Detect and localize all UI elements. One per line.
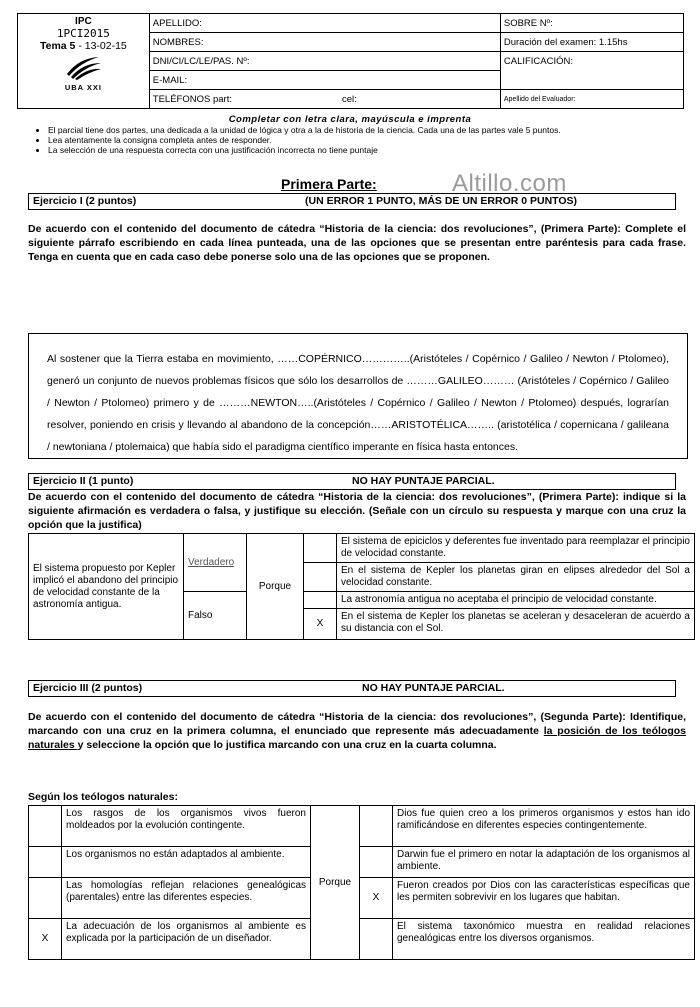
cel-label: cel: (341, 93, 357, 105)
ex3-right-option: El sistema taxonómico muestra en realidad relaciones genealógicas entre los diversos organismos. (393, 919, 695, 960)
uba-logo-icon (63, 54, 103, 80)
field-email[interactable]: E-MAIL: (149, 71, 500, 90)
ex2-label: Ejercicio II (1 punto) (33, 475, 134, 487)
institution: IPC (75, 16, 92, 27)
field-dni[interactable]: DNI/CI/LC/LE/PAS. Nº: (149, 52, 500, 71)
ex2-mark[interactable] (304, 563, 337, 592)
ex2-mark[interactable] (304, 534, 337, 563)
ex3-table (28, 805, 695, 960)
ex2-true-option[interactable]: Verdadero (184, 534, 247, 592)
ex2-statement: El sistema propuesto por Kepler implicó el abandono del principio de velocidad constante de la astronomía antigua. (29, 534, 184, 640)
ex3-prompt-a: De acuerdo con el contenido del documento de cátedra “Historia de la ciencia: dos revoluciones”, (Segunda Parte): Identifique, marcando con una cruz en la primera columna, el enunciado que represente más adecuadamente (28, 711, 686, 737)
ex2-option: La astronomía antigua no aceptaba el principio de velocidad constante. (337, 592, 695, 609)
ex3-right-mark[interactable] (360, 806, 393, 847)
ex3-subtitle: Según los teólogos naturales: (28, 791, 178, 803)
logo-text: UBA XXI (64, 83, 102, 92)
field-apellido[interactable]: APELLIDO: (149, 14, 500, 33)
ex1-answer-text[interactable]: Al sostener que la Tierra estaba en movimiento, ……COPÉRNICO…………..(Aristóteles / Copérnico / Galileo / Newton / Ptolomeo), generó un conjunto de nuevos problemas físicos que sólo los desarrollos de ………GALILEO……… (Aristóteles / Copérnico / Galileo / Newton / Ptolomeo) primero y de ………NEWTON…..(Aristóteles / Copérnico / Galileo / Newton / Ptolomeo) después, lograrían resolver, poniendo en crisis y llevando al abandono de la concepción……ARISTOTÉLICA…….. (aristotélica / copernicana / galileana / newtoniana / ptolemaica) que había sido el paradigma científico imperante en física hasta entonces. (47, 353, 669, 453)
header-id-cell (18, 14, 150, 109)
ex3-right-mark[interactable]: X (360, 878, 393, 919)
field-calificacion[interactable]: CALIFICACIÓN: (500, 52, 683, 90)
ex3-prompt-b: y seleccione la opción que lo justifica marcando con una cruz en la cuarta columna. (77, 739, 497, 751)
watermark: Altillo.com (452, 170, 567, 197)
field-evaluador[interactable]: Apellido del Evaluador: (500, 90, 683, 109)
instruction-item: • El parcial tiene dos partes, una dedicada a la unidad de lógica y otra a la de historia de la ciencia. Cada una de las partes vale 5 puntos. (48, 125, 678, 135)
ex3-left-option: Los organismos no están adaptados al ambiente. (62, 847, 311, 878)
ex2-false-option[interactable]: Falso (184, 592, 247, 640)
ex1-label: Ejercicio I (2 puntos) (33, 195, 137, 207)
ex1-bar (28, 193, 676, 210)
ex3-left-option: Las homologías reflejan relaciones genealógicas (parentales) entre las diferentes especies. (62, 878, 311, 919)
ex3-left-mark[interactable]: X (29, 919, 62, 960)
exam-code: 1PCI2015 (56, 27, 110, 40)
ex2-option: En el sistema de Kepler los planetas giran en elipses alrededor del Sol a velocidad constante. (337, 563, 695, 592)
topic: Tema 5 (39, 40, 76, 52)
ex3-porque: Porque (311, 806, 360, 960)
ex3-scoring: NO HAY PUNTAJE PARCIAL. (362, 682, 505, 694)
ex1-answer-box (28, 333, 688, 459)
ex3-left-option: Los rasgos de los organismos vivos fueron moldeados por la evolución contingente. (62, 806, 311, 847)
ex2-mark[interactable] (304, 592, 337, 609)
instructions-list (34, 125, 678, 155)
ex3-right-mark[interactable] (360, 847, 393, 878)
ex2-porque: Porque (247, 534, 304, 640)
ex3-left-mark[interactable] (29, 806, 62, 847)
instructions-title: Completar con letra clara, mayúscula e imprenta (228, 114, 472, 125)
ex2-mark[interactable]: X (304, 609, 337, 640)
ex3-right-mark[interactable] (360, 919, 393, 960)
ex2-table (28, 533, 695, 640)
instruction-item: • La selección de una respuesta correcta con una justificación incorrecta no tiene puntaje (48, 145, 678, 155)
ex3-left-mark[interactable] (29, 878, 62, 919)
ex3-left-option: La adecuación de los organismos al ambiente es explicada por la participación de un diseñador. (62, 919, 311, 960)
telefonos-label: TELÉFONOS part: (152, 93, 232, 105)
ex3-right-option: Dios fue quien creo a los primeros organismos y estos han ido ramificándose en diferentes especies contingentemente. (393, 806, 695, 847)
ex3-bar (28, 680, 676, 697)
field-telefonos[interactable] (149, 90, 500, 109)
header-table (17, 13, 684, 109)
exam-date: - 13-02-15 (78, 40, 127, 52)
ex2-option: El sistema de epiciclos y deferentes fue inventado para reemplazar el principio de velocidad constante. (337, 534, 695, 563)
ex2-scoring: NO HAY PUNTAJE PARCIAL. (352, 475, 495, 487)
ex2-prompt: De acuerdo con el contenido del documento de cátedra “Historia de la ciencia: dos revoluciones”, (Primera Parte): indique si la siguiente afirmación es verdadera o falsa, y justifique su elección. (Señale con un círculo su respuesta y marque con una cruz la opción que la justifica) (28, 491, 686, 531)
ex3-label: Ejercicio III (2 puntos) (33, 682, 143, 694)
ex3-prompt-underlined: la posición de los teólogos naturales (28, 725, 686, 751)
ex1-prompt: De acuerdo con el contenido del documento de cátedra “Historia de la ciencia: dos revoluciones”, (Primera Parte): Complete el siguiente párrafo escribiendo en cada línea punteada, una de las opciones que se presentan entre paréntesis para cada frase. Tenga en cuenta que en cada caso debe ponerse solo una de las opciones que se proponen. (28, 223, 686, 263)
instruction-item: • Lea atentamente la consigna completa antes de responder. (48, 135, 678, 145)
ex2-bar (28, 473, 676, 490)
ex3-right-option: Darwin fue el primero en notar la adaptación de los organismos al ambiente. (393, 847, 695, 878)
ex3-left-mark[interactable] (29, 847, 62, 878)
ex3-prompt (28, 710, 686, 752)
part-title: Primera Parte: (281, 176, 377, 192)
field-nombres[interactable]: NOMBRES: (149, 33, 500, 52)
field-sobre[interactable]: SOBRE Nº: (500, 14, 683, 33)
ex3-right-option: Fueron creados por Dios con las características específicas que les permiten sobrevivir en los lugares que habitan. (393, 878, 695, 919)
field-duracion: Duración del examen: 1.15hs (500, 33, 683, 52)
ex2-option: En el sistema de Kepler los planetas se aceleran y desaceleran de acuerdo a su distancia con el Sol. (337, 609, 695, 640)
ex1-scoring: (UN ERROR 1 PUNTO, MÁS DE UN ERROR 0 PUNTOS) (305, 195, 578, 207)
